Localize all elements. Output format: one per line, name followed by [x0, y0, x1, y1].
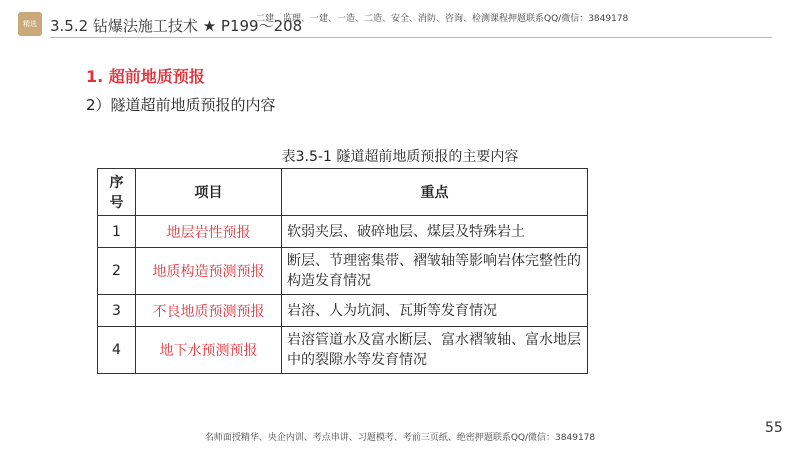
table-caption: 表3.5-1 隧道超前地质预报的主要内容 — [281, 149, 519, 165]
row-number: 3 — [98, 295, 136, 327]
table-header-row — [98, 169, 588, 216]
row-key-points: 岩溶管道水及富水断层、富水褶皱轴、富水地层中的裂隙水等发育情况 — [282, 327, 588, 374]
row-item: 地质构造预测预报 — [136, 248, 282, 295]
forecast-content-table — [97, 168, 588, 374]
column-header-number: 序号 — [98, 169, 136, 216]
section-subheading: 2）隧道超前地质预报的内容 — [86, 96, 276, 114]
row-number: 1 — [98, 216, 136, 248]
row-item: 地下水预测预报 — [136, 327, 282, 374]
brand-logo: 精选 — [18, 12, 42, 36]
header-divider — [50, 37, 772, 38]
table-row — [98, 248, 588, 295]
row-key-points: 断层、节理密集带、褶皱轴等影响岩体完整性的构造发育情况 — [282, 248, 588, 295]
column-header-item: 项目 — [136, 169, 282, 216]
contact-note-bottom: 名师面授精华、央企内训、考点串讲、习题模考、考前三页纸、绝密押题联系QQ/微信：3849178 — [204, 433, 596, 443]
row-number: 4 — [98, 327, 136, 374]
row-key-points: 软弱夹层、破碎地层、煤层及特殊岩土 — [282, 216, 588, 248]
section-heading: 1. 超前地质预报 — [86, 67, 205, 86]
contact-note-top: 二建、监理、一建、一造、二造、安全、消防、咨询、检测课程押题联系QQ/微信：3849178 — [256, 14, 629, 24]
column-header-key-points: 重点 — [282, 169, 588, 216]
row-number: 2 — [98, 248, 136, 295]
table-row — [98, 327, 588, 374]
page-number: 55 — [765, 420, 783, 436]
page-title: 3.5.2 钻爆法施工技术 ★ P199～208 — [50, 17, 303, 35]
row-item: 地层岩性预报 — [136, 216, 282, 248]
table-row — [98, 295, 588, 327]
row-item: 不良地质预测预报 — [136, 295, 282, 327]
table-row — [98, 216, 588, 248]
row-key-points: 岩溶、人为坑洞、瓦斯等发育情况 — [282, 295, 588, 327]
